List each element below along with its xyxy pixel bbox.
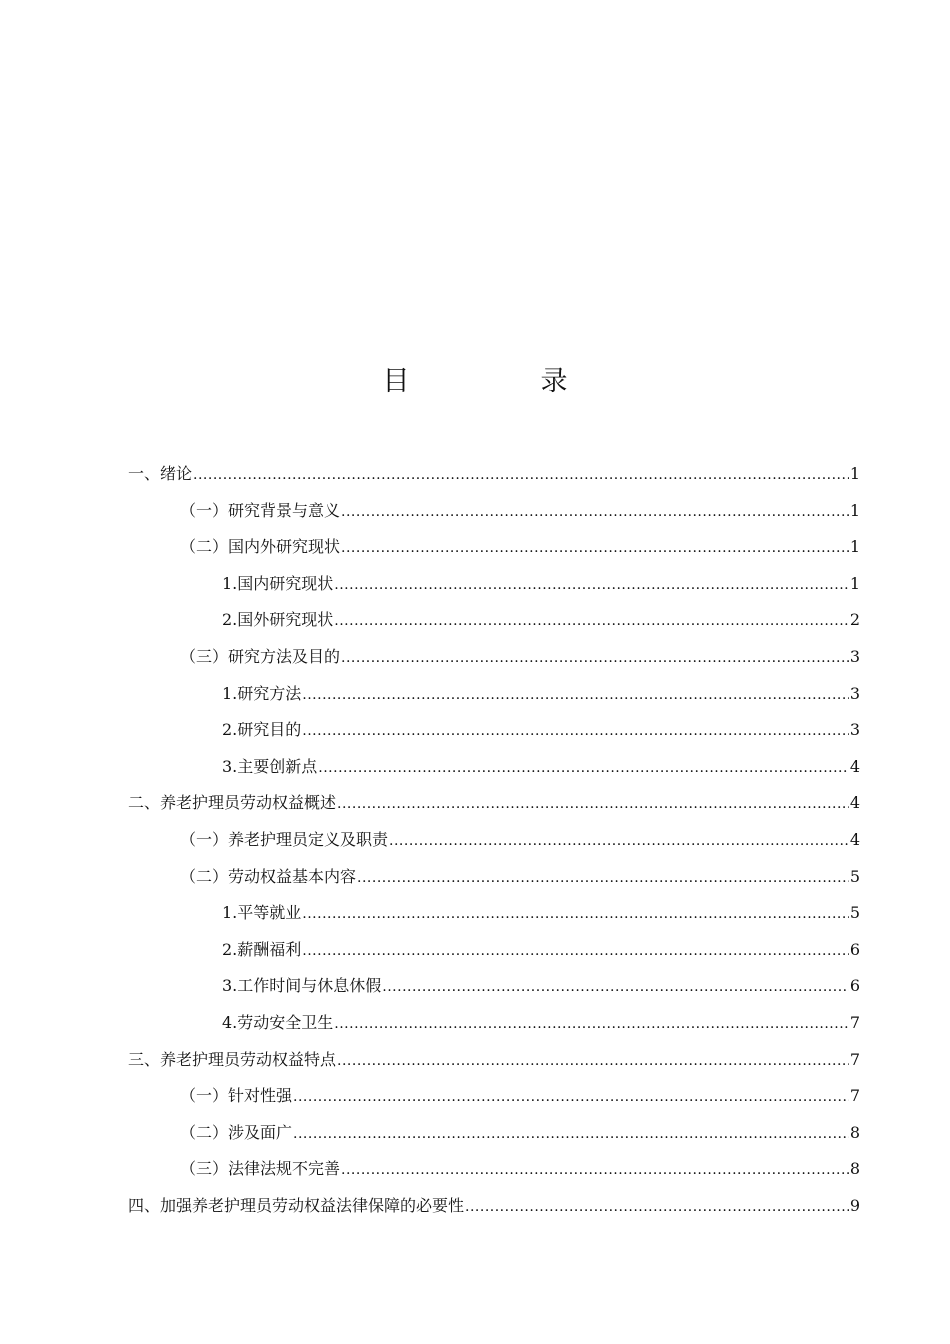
toc-entry[interactable] — [128, 493, 860, 530]
toc-entry-label: （三）法律法规不完善 — [180, 1159, 341, 1179]
toc-dot-leader — [302, 677, 849, 713]
toc-entry[interactable] — [128, 676, 860, 713]
toc-entry[interactable] — [128, 1151, 860, 1188]
toc-entry-label: 1.平等就业 — [222, 903, 302, 923]
toc-page-number: 3 — [849, 683, 860, 703]
toc-dot-leader — [389, 823, 849, 859]
toc-page-number: 9 — [849, 1195, 860, 1215]
toc-entry[interactable] — [128, 895, 860, 932]
toc-dot-leader — [302, 713, 849, 749]
toc-dot-leader — [334, 603, 849, 639]
toc-dot-leader — [302, 933, 849, 969]
toc-entry[interactable] — [128, 456, 860, 493]
toc-dot-leader — [193, 457, 849, 493]
toc-entry-label: 三、养老护理员劳动权益特点 — [128, 1049, 337, 1069]
toc-entry-label: （二）国内外研究现状 — [180, 537, 341, 557]
toc-entry-label: 一、绪论 — [128, 464, 193, 483]
toc-dot-leader — [337, 786, 849, 822]
toc-entry[interactable] — [128, 822, 860, 859]
toc-page-number: 2 — [849, 610, 860, 630]
toc-page-number: 8 — [849, 1122, 860, 1142]
toc-entry-label: 3.主要创新点 — [222, 756, 318, 776]
toc-dot-leader — [318, 750, 849, 786]
toc-page-number: 6 — [849, 976, 860, 996]
toc-dot-leader — [334, 1006, 849, 1042]
toc-page-number: 1 — [849, 537, 860, 557]
toc-entry-label: 四、加强养老护理员劳动权益法律保障的必要性 — [128, 1195, 465, 1215]
toc-entry[interactable] — [128, 639, 860, 676]
toc-entry-label: 1.国内研究现状 — [222, 573, 334, 593]
toc-dot-leader — [357, 860, 849, 896]
toc-dot-leader — [302, 896, 849, 932]
toc-entry-label: 3.工作时间与休息休假 — [222, 976, 382, 996]
toc-page-number: 4 — [849, 829, 860, 849]
toc-page-number: 7 — [849, 1049, 860, 1069]
toc-entry[interactable] — [128, 566, 860, 603]
toc-entry[interactable] — [128, 1042, 860, 1079]
toc-page-number: 5 — [849, 866, 860, 886]
toc-dot-leader — [334, 567, 849, 603]
toc-entry[interactable] — [128, 932, 860, 969]
toc-dot-leader — [341, 530, 849, 566]
toc-entry[interactable] — [128, 602, 860, 639]
toc-page-number: 1 — [849, 573, 860, 593]
toc-dot-leader — [293, 1079, 849, 1115]
toc-entry[interactable] — [128, 785, 860, 822]
toc-entry[interactable] — [128, 712, 860, 749]
toc-entry-label: 4.劳动安全卫生 — [222, 1012, 334, 1032]
toc-entry[interactable] — [128, 529, 860, 566]
toc-dot-leader — [341, 1152, 849, 1188]
toc-page-number: 1 — [849, 464, 860, 483]
toc-page-number: 7 — [849, 1086, 860, 1106]
toc-dot-leader — [341, 640, 849, 676]
toc-page-number: 3 — [849, 646, 860, 666]
toc-entry[interactable] — [128, 1078, 860, 1115]
table-of-contents — [128, 456, 860, 1224]
toc-dot-leader — [382, 969, 849, 1005]
toc-entry-label: 2.国外研究现状 — [222, 610, 334, 630]
toc-entry[interactable] — [128, 1188, 860, 1225]
toc-entry-label: （二）涉及面广 — [180, 1122, 293, 1142]
toc-entry-label: （三）研究方法及目的 — [180, 646, 341, 666]
toc-entry-label: 2.薪酬福利 — [222, 939, 302, 959]
toc-entry-label: 二、养老护理员劳动权益概述 — [128, 793, 337, 813]
toc-page-number: 5 — [849, 903, 860, 923]
toc-entry-label: （一）研究背景与意义 — [180, 500, 341, 520]
toc-page-number: 4 — [849, 793, 860, 813]
toc-dot-leader — [293, 1116, 849, 1152]
toc-dot-leader — [341, 494, 849, 530]
toc-entry-label: （一）养老护理员定义及职责 — [180, 829, 389, 849]
toc-page-number: 1 — [849, 500, 860, 520]
toc-page-number: 7 — [849, 1012, 860, 1032]
toc-page-number: 8 — [849, 1159, 860, 1179]
toc-dot-leader — [337, 1043, 849, 1079]
toc-title: 目 录 — [382, 366, 620, 397]
toc-entry[interactable] — [128, 859, 860, 896]
toc-entry[interactable] — [128, 1005, 860, 1042]
toc-entry-label: 1.研究方法 — [222, 683, 302, 703]
toc-entry[interactable] — [128, 1115, 860, 1152]
toc-dot-leader — [465, 1189, 849, 1225]
toc-page-number: 4 — [849, 756, 860, 776]
toc-entry[interactable] — [128, 749, 860, 786]
toc-entry-label: 2.研究目的 — [222, 720, 302, 740]
toc-page-number: 6 — [849, 939, 860, 959]
toc-entry-label: （一）针对性强 — [180, 1086, 293, 1106]
toc-page-number: 3 — [849, 720, 860, 740]
toc-entry-label: （二）劳动权益基本内容 — [180, 866, 357, 886]
toc-entry[interactable] — [128, 968, 860, 1005]
